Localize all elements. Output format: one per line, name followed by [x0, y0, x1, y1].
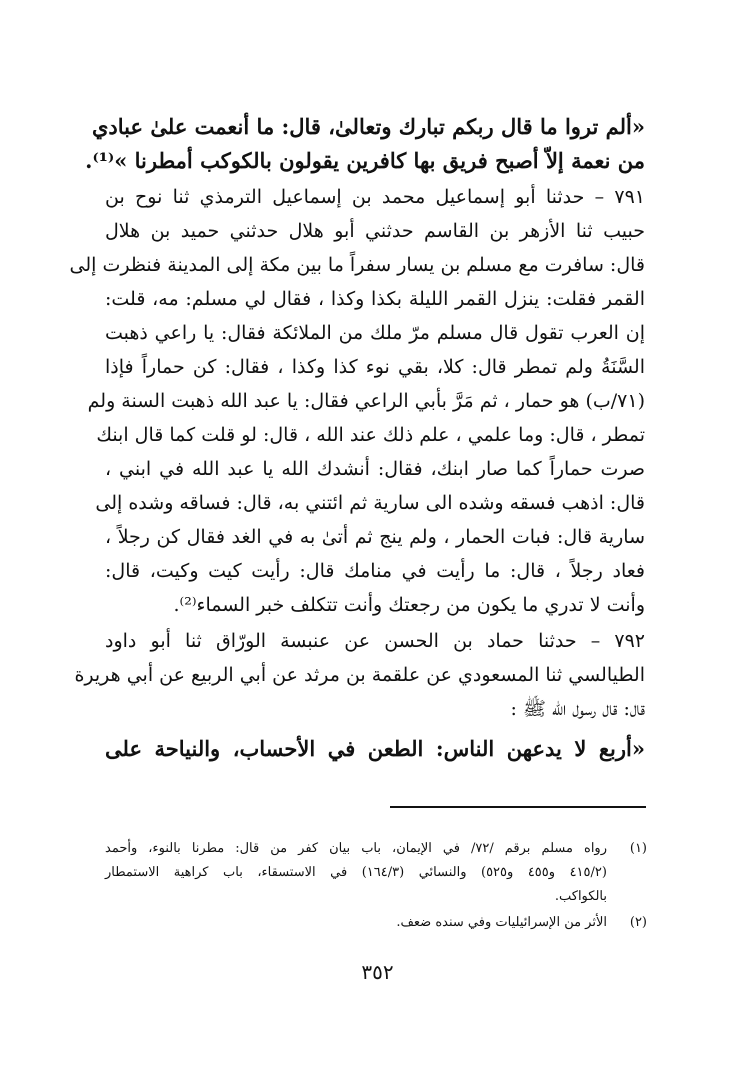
hadith-791-line-7: (٧١/ب) هو حمار ، ثم مَرَّ بأبي الراعي فقال: يا عبد الله ذهبت السنة ولم: [87, 390, 645, 412]
hadith-792-quote-line: «أربع لا يدعهن الناس: الطعن في الأحساب، والنياحة على: [105, 736, 645, 761]
hadith-792-line-1: ٧٩٢ – حدثنا حماد بن الحسن عن عنبسة الورّاق ثنا أبو داود: [105, 630, 645, 652]
hadith-791-line-3: قال: سافرت مع مسلم بن يسار سفراً ما بين مكة إلى المدينة فنظرت إلى: [69, 254, 645, 276]
hadith-791-line-9: صرت حماراً كما صار ابنك، فقال: أنشدك الله يا عبد الله في ابني ،: [105, 458, 645, 480]
hadith-791-line-1: ٧٩١ – حدثنا أبو إسماعيل محمد بن إسماعيل الترمذي ثنا نوح بن: [105, 186, 645, 208]
footnote-1-text-1: رواه مسلم برقم /٧٢/ في الإيمان، باب بيان كفر من قال: مطرنا بالنوء، وأحمد: [105, 841, 607, 856]
hadith-791-line-12: فعاد رجلاً ، قال: ما رأيت في منامك قال: رأيت كيت وكيت، قال:: [105, 560, 645, 582]
footnote-1-line-3: [105, 886, 647, 908]
hadith-791-line-11: سارية قال: فبات الحمار ، ولم ينج ثم أتىٰ به في الغد فقال كن رجلاً ،: [105, 526, 645, 548]
hadith-790-line-1: «ألم تروا ما قال ربكم تبارك وتعالىٰ، قال: ما أنعمت علىٰ عبادي: [92, 114, 645, 139]
hadith-791-line-4: القمر فقلت: ينزل القمر الليلة بكذا وكذا ، فقال لي مسلم: مه، قلت:: [105, 288, 645, 310]
hadith-791-line-8: تمطر ، قال: وما علمي ، علم ذلك عند الله ، قال: لو قلت كما قال ابنك: [96, 424, 645, 446]
footnote-1-line-2: [105, 862, 647, 884]
hadith-790-line-2: من نعمة إلاّ أصبح فريق بها كافرين يقولون بالكوكب أمطرنا »⁽¹⁾.: [85, 148, 645, 173]
hadith-792-line-3: قال: قال رسول الله ﷺ :: [510, 698, 645, 720]
footnote-1-text-2: (٤١٥/٢ و٤٥٥ و٥٢٥) والنسائي (١٦٤/٣) في الاستسقاء، باب كراهية الاستمطار: [105, 865, 607, 880]
footnote-separator: [390, 806, 646, 808]
hadith-791-line-2: حبيب ثنا الأزهر بن القاسم حدثني أبو هلال حدثني حميد بن هلال: [105, 220, 645, 242]
hadith-791-line-6: السَّنَةُ ولم تمطر قال: كلا، بقي نوء كذا وكذا ، فقال: كن حماراً فإذا: [105, 356, 645, 378]
page-number: ٣٥٢: [361, 960, 394, 984]
footnote-2-line-1: [105, 912, 647, 934]
hadith-791-line-13: وأنت لا تدري ما يكون من رجعتك وأنت تتكلف خبر السماء⁽²⁾.: [173, 594, 645, 616]
footnote-1-line-1: [105, 838, 647, 860]
footnote-2-number: (٢): [629, 915, 647, 930]
hadith-792-line-2: الطيالسي ثنا المسعودي عن علقمة بن مرثد عن أبي الربيع عن أبي هريرة: [74, 664, 645, 686]
hadith-791-line-5: إن العرب تقول قال مسلم مرّ ملك من الملائكة فقال: يا راعي ذهبت: [105, 322, 645, 344]
hadith-791-line-10: قال: اذهب فسقه وشده الى سارية ثم ائتني به، قال: فساقه وشده إلى: [95, 492, 645, 514]
footnote-1-number: (١): [629, 841, 647, 856]
footnote-1-text-3: بالكواكب.: [554, 889, 607, 904]
footnote-2-text-1: الأثر من الإسرائيليات وفي سنده ضعف.: [396, 915, 607, 930]
